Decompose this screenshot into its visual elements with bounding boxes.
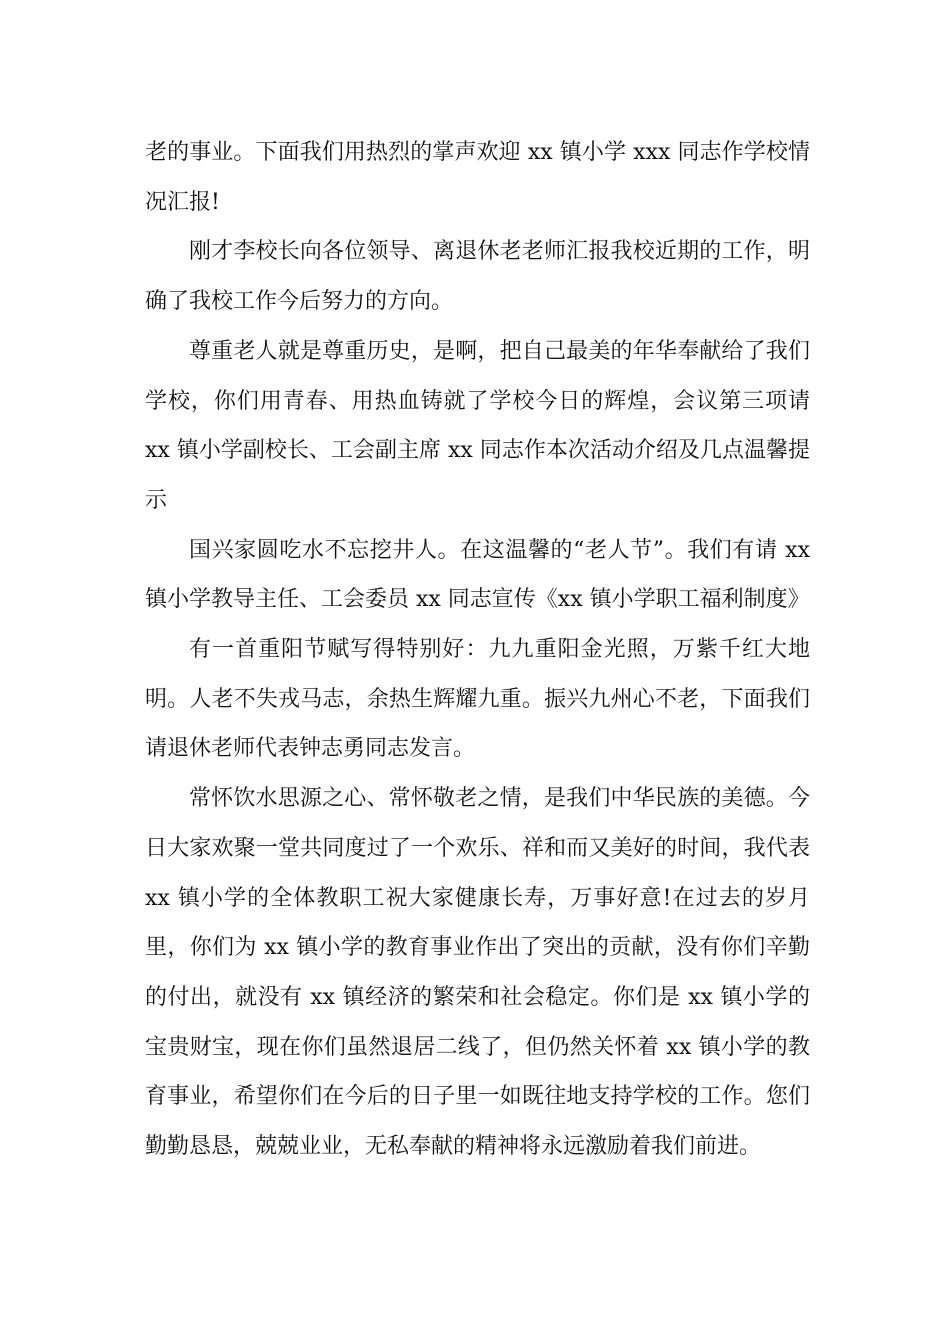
document-body — [145, 128, 810, 1172]
paragraph: 常怀饮水思源之心、常怀敬老之情，是我们中华民族的美德。今日大家欢聚一堂共同度过了一个欢乐、祥和而又美好的时间，我代表 xx 镇小学的全体教职工祝大家健康长寿，万事好意!在过去的岁月里，你们为 xx 镇小学的教育事业作出了突出的贡献，没有你们辛勤的付出，就没有 xx 镇经济的繁荣和社会稳定。你们是 xx 镇小学的宝贵财宝，现在你们虽然退居二线了，但仍然关怀着 xx 镇小学的教育事业，希望你们在今后的日子里一如既往地支持学校的工作。您们勤勤恳恳，兢兢业业，无私奉献的精神将永远激励着我们前进。 — [145, 786, 810, 1160]
paragraph: 刚才李校长向各位领导、离退休老老师汇报我校近期的工作，明确了我校工作今后努力的方向。 — [145, 239, 810, 315]
paragraph-continuation: 老的事业。下面我们用热烈的掌声欢迎 xx 镇小学 xxx 同志作学校情况汇报! — [145, 140, 810, 215]
paragraph: 有一首重阳节赋写得特别好：九九重阳金光照，万紫千红大地明。人老不失戎马志，余热生辉耀九重。振兴九州心不老，下面我们请退休老师代表钟志勇同志发言。 — [145, 637, 810, 762]
paragraph: 尊重老人就是尊重历史，是啊，把自己最美的年华奉献给了我们学校，你们用青春、用热血铸就了学校今日的辉煌，会议第三项请 xx 镇小学副校长、工会副主席 xx 同志作本次活动介绍及几点温馨提示 — [145, 338, 810, 513]
paragraph: 国兴家圆吃水不忘挖井人。在这温馨的“老人节”。我们有请 xx 镇小学教导主任、工会委员 xx 同志宣传《xx 镇小学职工福利制度》 — [145, 537, 810, 613]
